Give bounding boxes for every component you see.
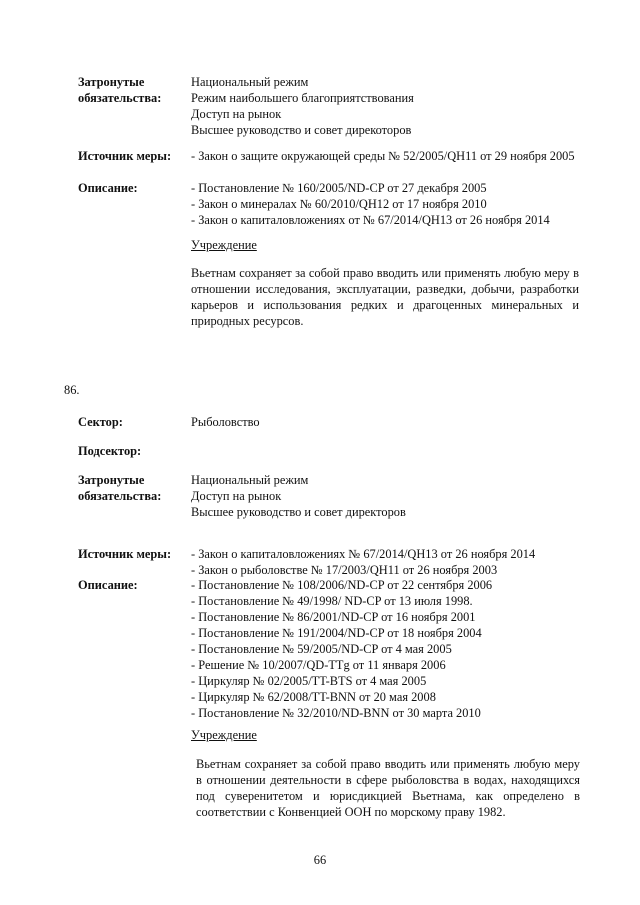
- entry-number: 86.: [64, 383, 80, 397]
- affected-commitments-label: Затронутые обязательства:: [78, 473, 162, 503]
- list-item: - Циркуляр № 62/2008/TT-BNN от 20 мая 2008: [191, 690, 436, 704]
- list-item: Высшее руководство и совет дирекоторов: [191, 123, 412, 137]
- list-item: Национальный режим: [191, 473, 309, 487]
- list-item: - Постановление № 86/2001/ND-CP от 16 ноября 2001: [191, 610, 476, 624]
- description-label: Описание:: [78, 578, 138, 592]
- institution-subheading: Учреждение: [191, 238, 257, 252]
- list-item: - Постановление № 108/2006/ND-CP от 22 сентября 2006: [191, 578, 493, 592]
- list-item: - Постановление № 49/1998/ ND-CP от 13 июля 1998.: [191, 594, 473, 608]
- list-item: Высшее руководство и совет директоров: [191, 505, 406, 519]
- page-number: 66: [313, 853, 327, 867]
- list-item: - Циркуляр № 02/2005/TT-BTS от 4 мая 2005: [191, 674, 427, 688]
- sector-label: Сектор:: [78, 415, 123, 429]
- sector-value: Рыболовство: [191, 415, 260, 429]
- list-item: - Постановление № 59/2005/ND-CP от 4 мая 2005: [191, 642, 452, 656]
- list-item: - Закон о капиталовложениях № 67/2014/QH13 от 26 ноября 2014: [191, 547, 536, 561]
- affected-commitments-values: [191, 74, 583, 138]
- subsector-label: Подсектор:: [78, 444, 142, 458]
- reservation-paragraph: Вьетнам сохраняет за собой право вводить или применять любую меру в отношении деятельности в сфере рыболовства в водах, находящихся под суверенитетом и юрисдикцией Вьетнама, как определено в соответствии с Конвенцией ООН по морскому праву 1982.: [196, 757, 580, 819]
- description-values: [191, 577, 583, 721]
- measure-source-label: Источник меры:: [78, 149, 172, 163]
- affected-commitments-values: [191, 472, 583, 520]
- institution-subheading: Учреждение: [191, 728, 257, 742]
- affected-commitments-label: Затронутые обязательства:: [78, 75, 162, 105]
- list-item: - Постановление № 32/2010/ND-BNN от 30 марта 2010: [191, 706, 481, 720]
- reservation-paragraph: Вьетнам сохраняет за собой право вводить или применять любую меру в отношении исследования, эксплуатации, разведки, добычи, разработки карьеров и использования редких и драгоценных минеральных и природных ресурсов.: [191, 266, 579, 328]
- list-item: Режим наибольшего благоприятствования: [191, 91, 414, 105]
- list-item: - Закон о капиталовложениях от № 67/2014/QH13 от 26 ноября 2014: [191, 213, 550, 227]
- list-item: - Постановление № 160/2005/ND-CP от 27 декабря 2005: [191, 181, 487, 195]
- list-item: - Решение № 10/2007/QD-TTg от 11 января 2006: [191, 658, 446, 672]
- list-item: Доступ на рынок: [191, 107, 282, 121]
- list-item: - Закон о минералах № 60/2010/QH12 от 17 ноября 2010: [191, 197, 487, 211]
- list-item: - Закон о рыболовстве № 17/2003/QH11 от 26 ноября 2003: [191, 563, 498, 577]
- list-item: Доступ на рынок: [191, 489, 282, 503]
- measure-source-value: - Закон о защите окружающей среды № 52/2005/QH11 от 29 ноября 2005: [191, 149, 575, 163]
- measure-source-label: Источник меры:: [78, 547, 172, 561]
- list-item: - Постановление № 191/2004/ND-CP от 18 ноября 2004: [191, 626, 482, 640]
- description-values: [191, 180, 583, 228]
- description-label: Описание:: [78, 181, 138, 195]
- list-item: Национальный режим: [191, 75, 309, 89]
- measure-source-values: [191, 546, 583, 578]
